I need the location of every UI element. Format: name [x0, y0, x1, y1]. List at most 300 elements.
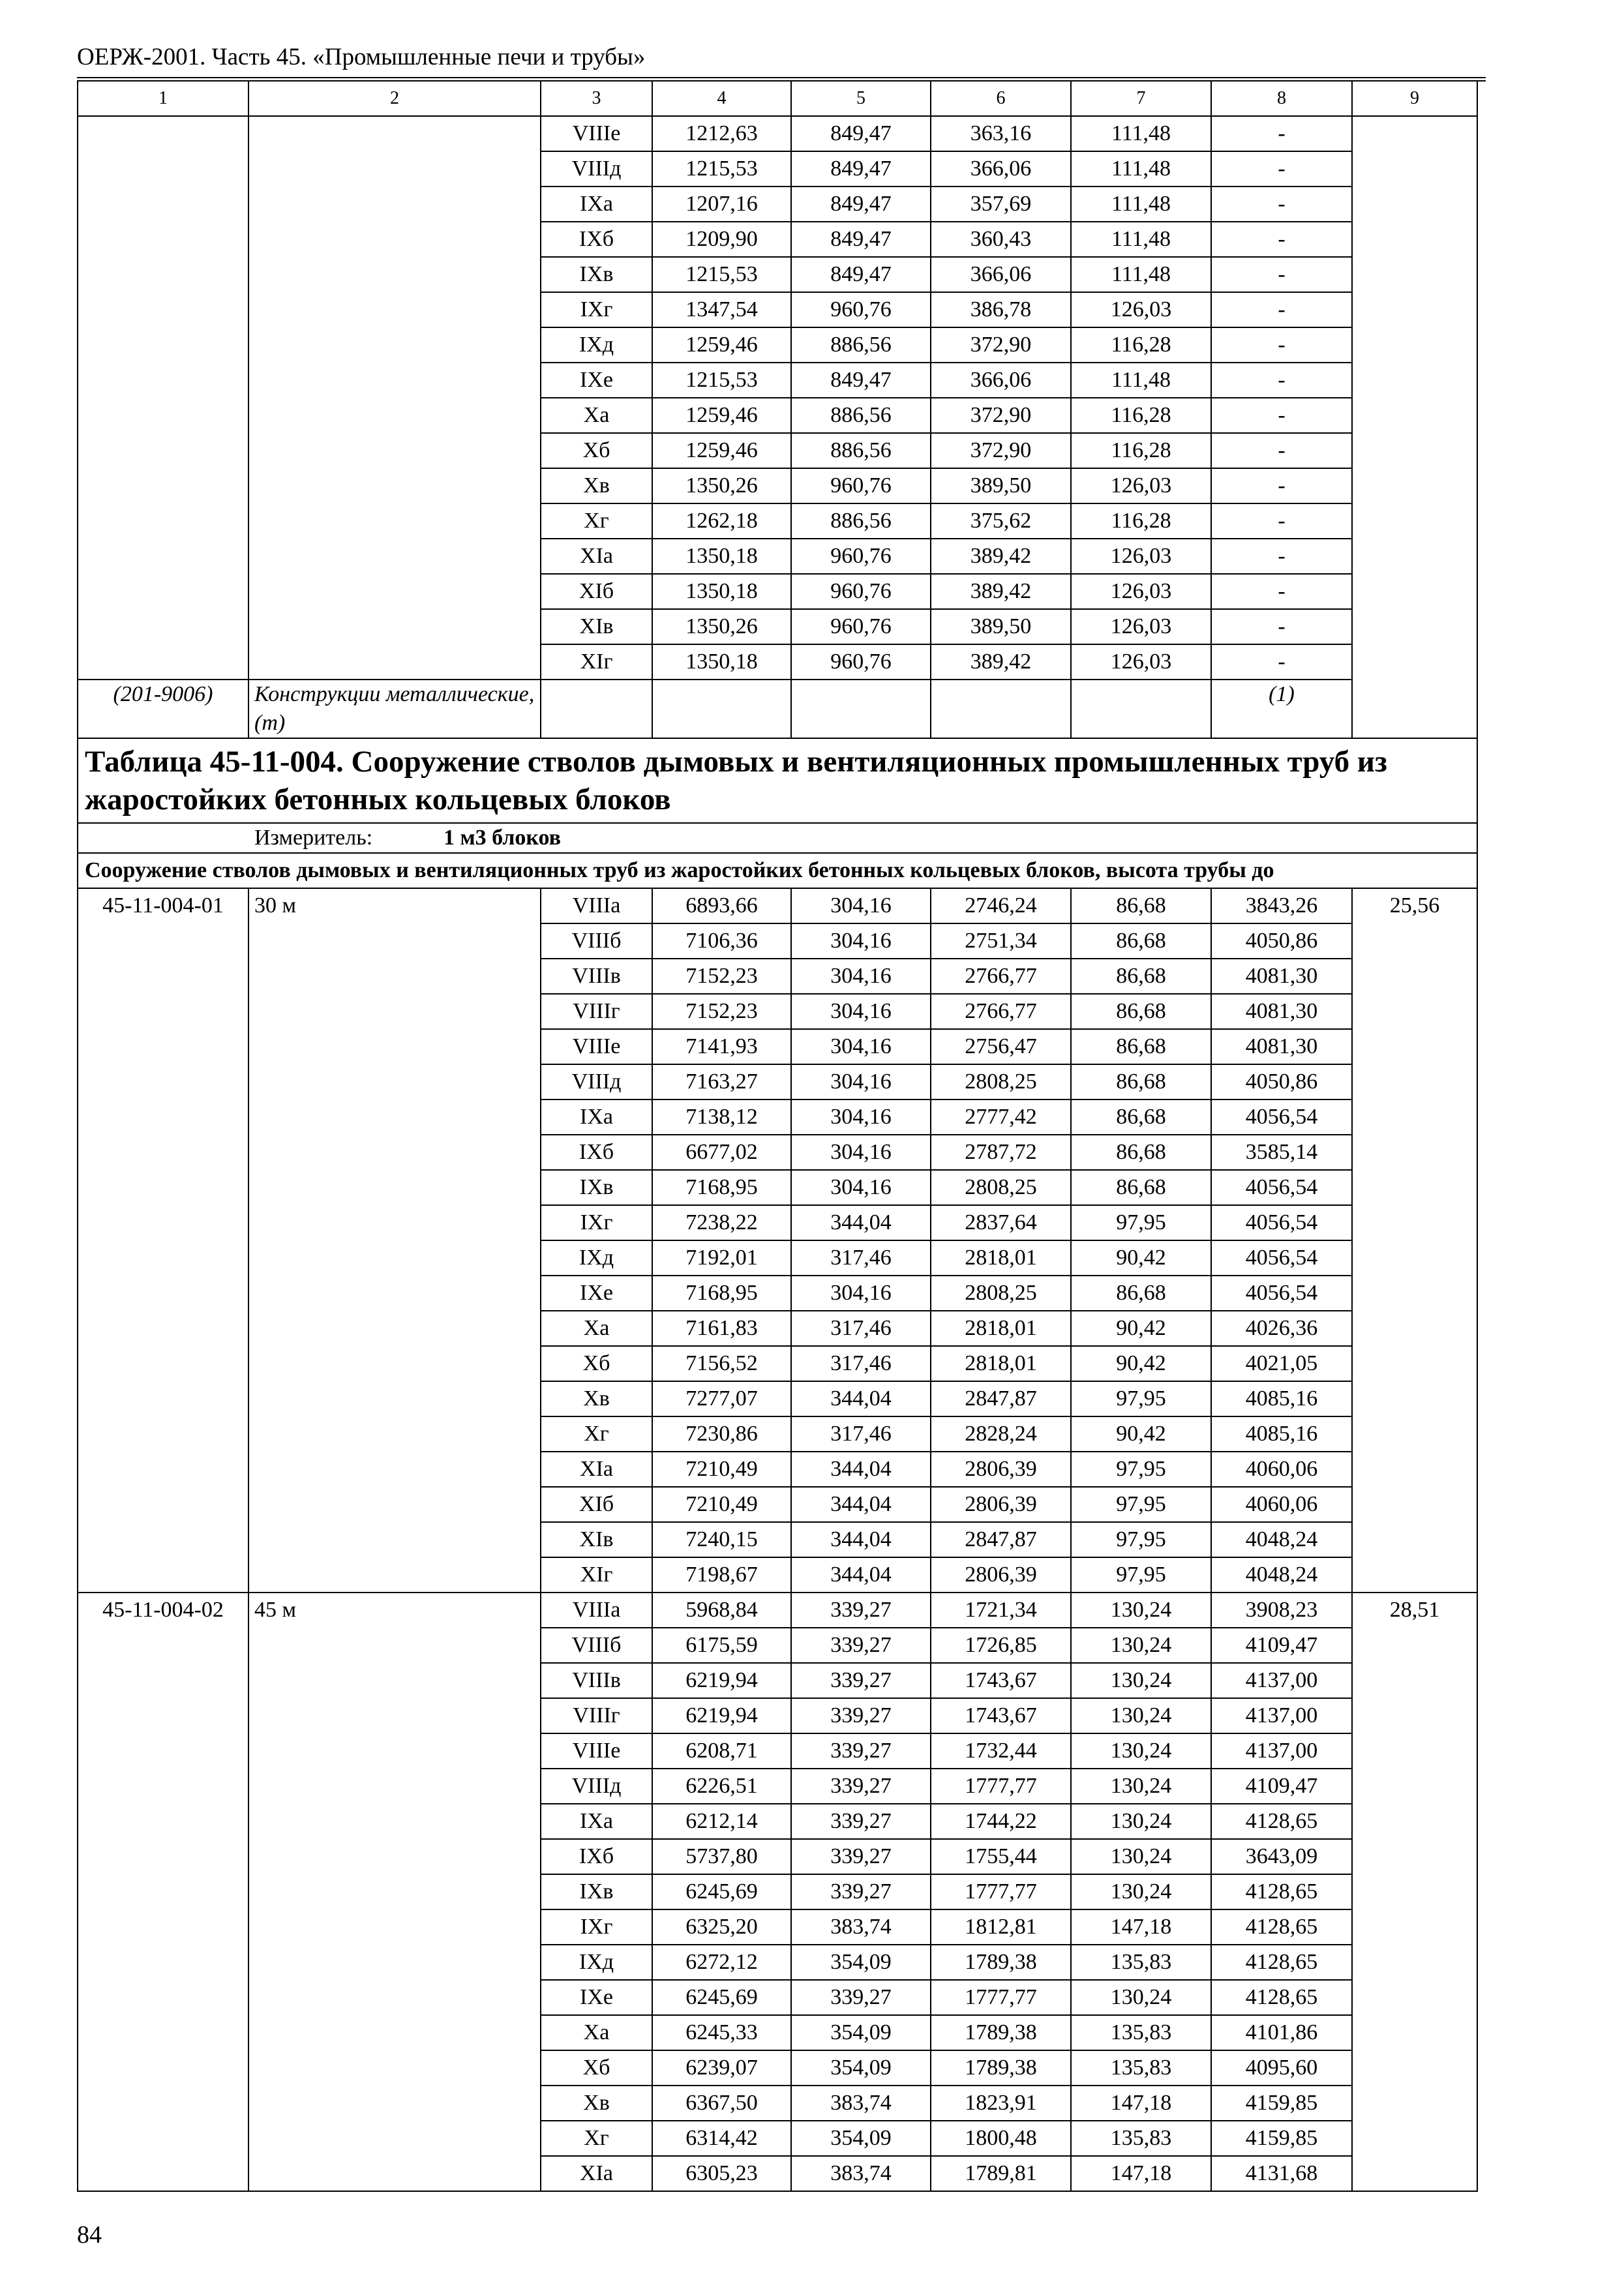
- value-cell: 363,16: [931, 116, 1071, 151]
- value-cell: 116,28: [1071, 327, 1211, 363]
- value-cell: 4137,00: [1211, 1733, 1352, 1769]
- value-cell: 7152,23: [652, 994, 791, 1029]
- value-cell: IXв: [541, 257, 652, 292]
- resource-row: [78, 680, 1477, 738]
- value-cell: -: [1211, 468, 1352, 503]
- value-cell: 126,03: [1071, 292, 1211, 327]
- unit-value: 1 м3 блоков: [444, 826, 562, 850]
- value-cell: 86,68: [1071, 888, 1211, 923]
- value-cell: 7161,83: [652, 1311, 791, 1346]
- value-cell: 304,16: [791, 1276, 931, 1311]
- value-cell: 1262,18: [652, 503, 791, 539]
- value-cell: 339,27: [791, 1874, 931, 1909]
- value-cell: 6245,69: [652, 1874, 791, 1909]
- value-cell: 383,74: [791, 1909, 931, 1945]
- value-cell: Xг: [541, 1416, 652, 1452]
- value-cell: 2808,25: [931, 1276, 1071, 1311]
- value-cell: 304,16: [791, 1100, 931, 1135]
- value-cell: VIIIe: [541, 1029, 652, 1064]
- value-cell: Xa: [541, 1311, 652, 1346]
- value-cell: 4109,47: [1211, 1769, 1352, 1804]
- column-number: 9: [1352, 81, 1477, 116]
- value-cell: 6175,59: [652, 1628, 791, 1663]
- value-cell: 4021,05: [1211, 1346, 1352, 1381]
- value-cell: 304,16: [791, 923, 931, 959]
- value-cell: -: [1211, 503, 1352, 539]
- value-cell: VIIIд: [541, 1064, 652, 1100]
- value-cell: IXд: [541, 327, 652, 363]
- value-cell: IXe: [541, 363, 652, 398]
- value-cell: 4095,60: [1211, 2050, 1352, 2086]
- value-cell: 116,28: [1071, 503, 1211, 539]
- value-cell: 2751,34: [931, 923, 1071, 959]
- value-cell: 135,83: [1071, 2015, 1211, 2050]
- value-cell: Xв: [541, 468, 652, 503]
- value-cell: 86,68: [1071, 923, 1211, 959]
- value-cell: 7210,49: [652, 1487, 791, 1522]
- value-cell: 375,62: [931, 503, 1071, 539]
- value-cell: VIIIд: [541, 1769, 652, 1804]
- value-cell: 116,28: [1071, 398, 1211, 433]
- value-cell: 1789,81: [931, 2156, 1071, 2191]
- value-cell: 4081,30: [1211, 959, 1352, 994]
- value-cell: VIIIб: [541, 923, 652, 959]
- table-title-row: [78, 738, 1477, 823]
- resource-code: (201-9006): [78, 680, 248, 738]
- value-cell: 7230,86: [652, 1416, 791, 1452]
- value-cell: 1259,46: [652, 433, 791, 468]
- value-cell: 4056,54: [1211, 1240, 1352, 1276]
- value-cell: 960,76: [791, 292, 931, 327]
- value-cell: -: [1211, 187, 1352, 222]
- value-cell: 344,04: [791, 1452, 931, 1487]
- value-cell: 4128,65: [1211, 1945, 1352, 1980]
- value-cell: XIв: [541, 609, 652, 644]
- value-cell: VIIIa: [541, 888, 652, 923]
- value-cell: 4159,85: [1211, 2086, 1352, 2121]
- value-cell: 130,24: [1071, 1733, 1211, 1769]
- value-cell: 1743,67: [931, 1663, 1071, 1698]
- value-cell: 4081,30: [1211, 1029, 1352, 1064]
- value-cell: -: [1211, 151, 1352, 187]
- value-cell: 130,24: [1071, 1980, 1211, 2015]
- value-cell: 3908,23: [1211, 1593, 1352, 1628]
- value-cell: 7277,07: [652, 1381, 791, 1416]
- value-cell: 2847,87: [931, 1522, 1071, 1557]
- value-cell: 389,50: [931, 609, 1071, 644]
- value-cell: 147,18: [1071, 1909, 1211, 1945]
- value-cell: 849,47: [791, 187, 931, 222]
- value-cell: 886,56: [791, 327, 931, 363]
- value-cell: VIIIб: [541, 1628, 652, 1663]
- value-cell: XIб: [541, 1487, 652, 1522]
- value-cell: 960,76: [791, 574, 931, 609]
- value-cell: 4060,06: [1211, 1452, 1352, 1487]
- value-cell: 4085,16: [1211, 1381, 1352, 1416]
- value-cell: 6325,20: [652, 1909, 791, 1945]
- value-cell: 6239,07: [652, 2050, 791, 2086]
- value-cell: 7168,95: [652, 1276, 791, 1311]
- value-cell: 4109,47: [1211, 1628, 1352, 1663]
- value-cell: Xa: [541, 2015, 652, 2050]
- empty-cell: [541, 680, 652, 738]
- value-cell: 4128,65: [1211, 1874, 1352, 1909]
- value-cell: Xб: [541, 433, 652, 468]
- value-cell: VIIIд: [541, 151, 652, 187]
- value-cell: 344,04: [791, 1205, 931, 1240]
- value-cell: 4056,54: [1211, 1100, 1352, 1135]
- value-cell: 3643,09: [1211, 1839, 1352, 1874]
- value-cell: 86,68: [1071, 959, 1211, 994]
- value-cell: 7210,49: [652, 1452, 791, 1487]
- value-cell: 304,16: [791, 994, 931, 1029]
- value-cell: 5737,80: [652, 1839, 791, 1874]
- value-cell: 960,76: [791, 609, 931, 644]
- value-cell: 2818,01: [931, 1240, 1071, 1276]
- value-cell: IXг: [541, 1909, 652, 1945]
- table-title: Таблица 45-11-004. Сооружение стволов дымовых и вентиляционных промышленных труб из жаростойких бетонных кольцевых блоков: [78, 738, 1477, 823]
- resource-value: (1): [1211, 680, 1352, 738]
- value-cell: 135,83: [1071, 2121, 1211, 2156]
- value-cell: 4159,85: [1211, 2121, 1352, 2156]
- value-cell: 2808,25: [931, 1170, 1071, 1205]
- description-cell: Сооружение стволов дымовых и вентиляционных труб из жаростойких бетонных кольцевых блоков, высота трубы до: [78, 853, 1477, 888]
- value-cell: 6245,69: [652, 1980, 791, 2015]
- value-cell: 354,09: [791, 2121, 931, 2156]
- value-cell: IXд: [541, 1945, 652, 1980]
- value-cell: 339,27: [791, 1593, 931, 1628]
- value-cell: XIa: [541, 539, 652, 574]
- value-cell: Xв: [541, 1381, 652, 1416]
- value-cell: 111,48: [1071, 187, 1211, 222]
- value-cell: 147,18: [1071, 2156, 1211, 2191]
- col9-cell: [1352, 116, 1477, 738]
- value-cell: 1726,85: [931, 1628, 1071, 1663]
- value-cell: 130,24: [1071, 1839, 1211, 1874]
- unit-row: [78, 823, 1477, 853]
- value-cell: XIa: [541, 1452, 652, 1487]
- value-cell: 849,47: [791, 116, 931, 151]
- page-header: ОЕРЖ-2001. Часть 45. «Промышленные печи и трубы»: [77, 38, 1486, 78]
- value-cell: 6208,71: [652, 1733, 791, 1769]
- column-number: 3: [541, 81, 652, 116]
- column-number: 7: [1071, 81, 1211, 116]
- value-cell: XIa: [541, 2156, 652, 2191]
- value-cell: 304,16: [791, 1029, 931, 1064]
- value-cell: 886,56: [791, 503, 931, 539]
- unit-cell: [78, 823, 1477, 853]
- value-cell: 1350,18: [652, 644, 791, 680]
- column-number: 1: [78, 81, 248, 116]
- empty-cell: [791, 680, 931, 738]
- value-cell: 86,68: [1071, 1276, 1211, 1311]
- value-cell: Xa: [541, 398, 652, 433]
- value-cell: 4081,30: [1211, 994, 1352, 1029]
- page-number: 84: [77, 2221, 102, 2249]
- value-cell: 111,48: [1071, 257, 1211, 292]
- value-cell: 4056,54: [1211, 1170, 1352, 1205]
- value-cell: 6219,94: [652, 1698, 791, 1733]
- value-cell: 7168,95: [652, 1170, 791, 1205]
- value-cell: 4101,86: [1211, 2015, 1352, 2050]
- value-cell: 2818,01: [931, 1311, 1071, 1346]
- norm-code: 45-11-004-01: [78, 888, 248, 1593]
- value-cell: 90,42: [1071, 1416, 1211, 1452]
- value-cell: 849,47: [791, 222, 931, 257]
- value-cell: 97,95: [1071, 1381, 1211, 1416]
- value-cell: 130,24: [1071, 1804, 1211, 1839]
- value-cell: -: [1211, 398, 1352, 433]
- value-cell: 126,03: [1071, 539, 1211, 574]
- value-cell: 1207,16: [652, 187, 791, 222]
- value-cell: 1215,53: [652, 363, 791, 398]
- value-cell: 2806,39: [931, 1487, 1071, 1522]
- value-cell: 1350,26: [652, 609, 791, 644]
- value-cell: 130,24: [1071, 1769, 1211, 1804]
- value-cell: 7152,23: [652, 959, 791, 994]
- value-cell: 2818,01: [931, 1346, 1071, 1381]
- value-cell: IXд: [541, 1240, 652, 1276]
- value-cell: 97,95: [1071, 1487, 1211, 1522]
- value-cell: 886,56: [791, 433, 931, 468]
- value-cell: 4085,16: [1211, 1416, 1352, 1452]
- value-cell: 383,74: [791, 2156, 931, 2191]
- value-cell: 4050,86: [1211, 923, 1352, 959]
- value-cell: -: [1211, 574, 1352, 609]
- column-number: 5: [791, 81, 931, 116]
- value-cell: 7141,93: [652, 1029, 791, 1064]
- value-cell: 317,46: [791, 1311, 931, 1346]
- value-cell: -: [1211, 257, 1352, 292]
- value-cell: 7138,12: [652, 1100, 791, 1135]
- value-cell: Xв: [541, 2086, 652, 2121]
- value-cell: 90,42: [1071, 1240, 1211, 1276]
- value-cell: 354,09: [791, 1945, 931, 1980]
- value-cell: 4128,65: [1211, 1909, 1352, 1945]
- value-cell: -: [1211, 116, 1352, 151]
- value-cell: 360,43: [931, 222, 1071, 257]
- value-cell: 344,04: [791, 1381, 931, 1416]
- value-cell: VIIIa: [541, 1593, 652, 1628]
- code-cell: [78, 116, 248, 680]
- value-cell: 7156,52: [652, 1346, 791, 1381]
- value-cell: 4060,06: [1211, 1487, 1352, 1522]
- value-cell: -: [1211, 292, 1352, 327]
- value-cell: 339,27: [791, 1628, 931, 1663]
- value-cell: 372,90: [931, 327, 1071, 363]
- value-cell: VIIIe: [541, 1733, 652, 1769]
- value-cell: 354,09: [791, 2050, 931, 2086]
- value-cell: 1350,26: [652, 468, 791, 503]
- value-cell: 86,68: [1071, 994, 1211, 1029]
- value-cell: 4128,65: [1211, 1980, 1352, 2015]
- value-cell: 389,42: [931, 644, 1071, 680]
- value-cell: IXб: [541, 1135, 652, 1170]
- column-number: 8: [1211, 81, 1352, 116]
- price-table: [77, 80, 1478, 2192]
- col9-value: 28,51: [1352, 1593, 1477, 2191]
- value-cell: 1212,63: [652, 116, 791, 151]
- value-cell: 960,76: [791, 539, 931, 574]
- value-cell: 97,95: [1071, 1205, 1211, 1240]
- value-cell: 130,24: [1071, 1663, 1211, 1698]
- value-cell: 383,74: [791, 2086, 931, 2121]
- value-cell: 97,95: [1071, 1522, 1211, 1557]
- value-cell: 389,50: [931, 468, 1071, 503]
- value-cell: 339,27: [791, 1663, 931, 1698]
- value-cell: XIг: [541, 1557, 652, 1593]
- value-cell: 111,48: [1071, 222, 1211, 257]
- value-cell: Xг: [541, 503, 652, 539]
- value-cell: 3843,26: [1211, 888, 1352, 923]
- value-cell: 366,06: [931, 151, 1071, 187]
- value-cell: IXв: [541, 1874, 652, 1909]
- value-cell: 366,06: [931, 257, 1071, 292]
- value-cell: 1259,46: [652, 327, 791, 363]
- value-cell: 2746,24: [931, 888, 1071, 923]
- value-cell: 86,68: [1071, 1135, 1211, 1170]
- value-cell: 317,46: [791, 1346, 931, 1381]
- value-cell: 1789,38: [931, 2015, 1071, 2050]
- value-cell: 126,03: [1071, 644, 1211, 680]
- value-cell: Xб: [541, 2050, 652, 2086]
- norm-code: 45-11-004-02: [78, 1593, 248, 2191]
- value-cell: 2777,42: [931, 1100, 1071, 1135]
- value-cell: 6893,66: [652, 888, 791, 923]
- value-cell: 344,04: [791, 1557, 931, 1593]
- value-cell: 111,48: [1071, 151, 1211, 187]
- value-cell: VIIIг: [541, 1698, 652, 1733]
- value-cell: 97,95: [1071, 1557, 1211, 1593]
- value-cell: 4131,68: [1211, 2156, 1352, 2191]
- value-cell: VIIIe: [541, 116, 652, 151]
- value-cell: 4026,36: [1211, 1311, 1352, 1346]
- value-cell: IXг: [541, 1205, 652, 1240]
- value-cell: 960,76: [791, 468, 931, 503]
- value-cell: IXe: [541, 1980, 652, 2015]
- value-cell: 339,27: [791, 1839, 931, 1874]
- norm-height: 45 м: [248, 1593, 541, 2191]
- value-cell: IXб: [541, 222, 652, 257]
- value-cell: -: [1211, 644, 1352, 680]
- column-number: 4: [652, 81, 791, 116]
- value-cell: XIв: [541, 1522, 652, 1557]
- value-cell: 1777,77: [931, 1874, 1071, 1909]
- value-cell: 372,90: [931, 398, 1071, 433]
- value-cell: 317,46: [791, 1416, 931, 1452]
- value-cell: -: [1211, 222, 1352, 257]
- resource-name: Конструкции металлические, (т): [248, 680, 541, 738]
- value-cell: Xг: [541, 2121, 652, 2156]
- value-cell: 960,76: [791, 644, 931, 680]
- value-cell: 7192,01: [652, 1240, 791, 1276]
- value-cell: 304,16: [791, 888, 931, 923]
- value-cell: 116,28: [1071, 433, 1211, 468]
- value-cell: 6226,51: [652, 1769, 791, 1804]
- value-cell: 2756,47: [931, 1029, 1071, 1064]
- value-cell: 1259,46: [652, 398, 791, 433]
- value-cell: -: [1211, 539, 1352, 574]
- empty-cell: [931, 680, 1071, 738]
- value-cell: 339,27: [791, 1980, 931, 2015]
- value-cell: 2806,39: [931, 1452, 1071, 1487]
- value-cell: IXг: [541, 292, 652, 327]
- value-cell: 1789,38: [931, 1945, 1071, 1980]
- value-cell: 86,68: [1071, 1100, 1211, 1135]
- value-cell: 1347,54: [652, 292, 791, 327]
- value-cell: 2806,39: [931, 1557, 1071, 1593]
- value-cell: 849,47: [791, 257, 931, 292]
- value-cell: 7198,67: [652, 1557, 791, 1593]
- norm-height: 30 м: [248, 888, 541, 1593]
- value-cell: 1350,18: [652, 539, 791, 574]
- empty-cell: [652, 680, 791, 738]
- value-cell: 1812,81: [931, 1909, 1071, 1945]
- value-cell: IXe: [541, 1276, 652, 1311]
- value-cell: 2847,87: [931, 1381, 1071, 1416]
- value-cell: 1777,77: [931, 1769, 1071, 1804]
- value-cell: 1350,18: [652, 574, 791, 609]
- value-cell: 886,56: [791, 398, 931, 433]
- value-cell: 4056,54: [1211, 1205, 1352, 1240]
- value-cell: 135,83: [1071, 1945, 1211, 1980]
- value-cell: 6245,33: [652, 2015, 791, 2050]
- value-cell: IXa: [541, 1804, 652, 1839]
- value-cell: 6367,50: [652, 2086, 791, 2121]
- value-cell: 111,48: [1071, 363, 1211, 398]
- column-number: 6: [931, 81, 1071, 116]
- value-cell: 97,95: [1071, 1452, 1211, 1487]
- value-cell: 126,03: [1071, 574, 1211, 609]
- value-cell: 90,42: [1071, 1311, 1211, 1346]
- value-cell: 6219,94: [652, 1663, 791, 1698]
- value-cell: IXa: [541, 187, 652, 222]
- value-cell: 2828,24: [931, 1416, 1071, 1452]
- value-cell: XIг: [541, 644, 652, 680]
- value-cell: 386,78: [931, 292, 1071, 327]
- unit-label: Измеритель:: [254, 826, 373, 850]
- value-cell: 4137,00: [1211, 1663, 1352, 1698]
- value-cell: 1777,77: [931, 1980, 1071, 2015]
- value-cell: VIIIв: [541, 959, 652, 994]
- col9-value: 25,56: [1352, 888, 1477, 1593]
- value-cell: 1755,44: [931, 1839, 1071, 1874]
- value-cell: 130,24: [1071, 1874, 1211, 1909]
- value-cell: 6272,12: [652, 1945, 791, 1980]
- value-cell: 130,24: [1071, 1698, 1211, 1733]
- table-row: [78, 888, 1477, 923]
- empty-cell: [1071, 680, 1211, 738]
- value-cell: 1823,91: [931, 2086, 1071, 2121]
- value-cell: 849,47: [791, 151, 931, 187]
- value-cell: 4050,86: [1211, 1064, 1352, 1100]
- value-cell: 4056,54: [1211, 1276, 1352, 1311]
- value-cell: -: [1211, 609, 1352, 644]
- value-cell: 304,16: [791, 1170, 931, 1205]
- value-cell: XIб: [541, 574, 652, 609]
- value-cell: 339,27: [791, 1769, 931, 1804]
- value-cell: 135,83: [1071, 2050, 1211, 2086]
- value-cell: 344,04: [791, 1487, 931, 1522]
- value-cell: 4048,24: [1211, 1522, 1352, 1557]
- value-cell: 2787,72: [931, 1135, 1071, 1170]
- value-cell: 304,16: [791, 1064, 931, 1100]
- value-cell: 7163,27: [652, 1064, 791, 1100]
- value-cell: 86,68: [1071, 1029, 1211, 1064]
- value-cell: 2766,77: [931, 959, 1071, 994]
- value-cell: 2808,25: [931, 1064, 1071, 1100]
- name-cell: [248, 116, 541, 680]
